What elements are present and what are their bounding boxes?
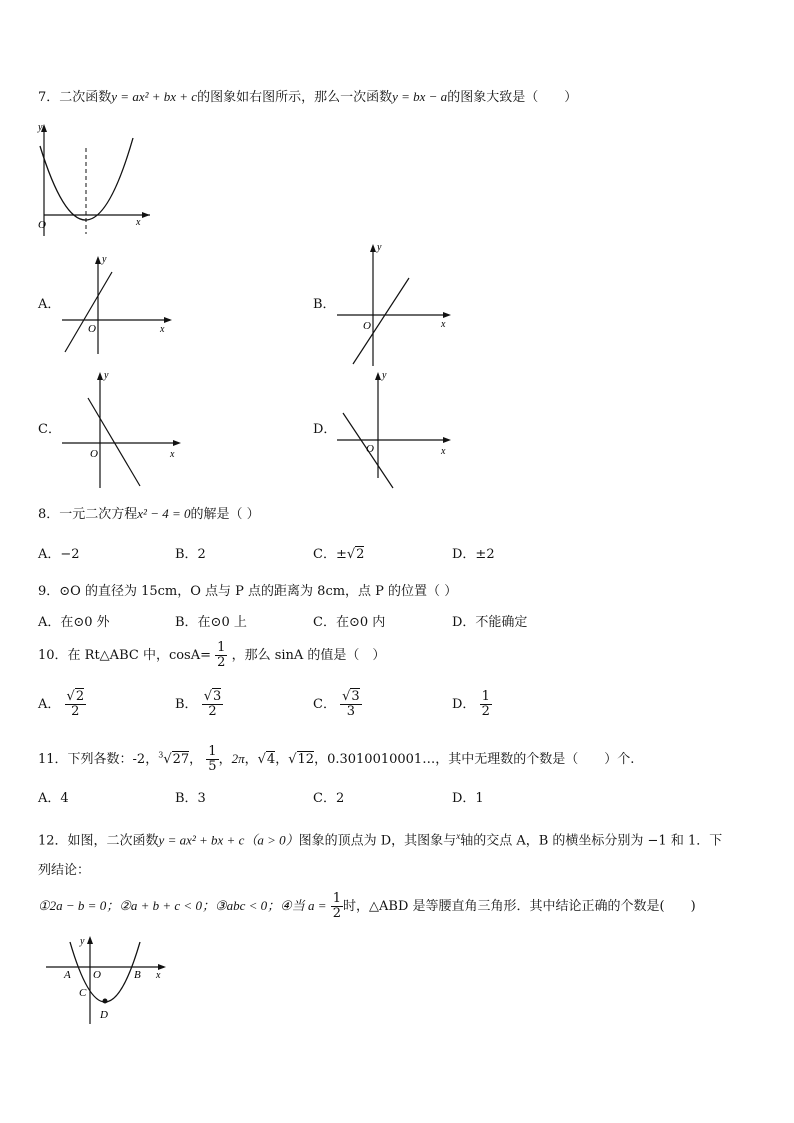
a-x-label: x (160, 324, 165, 335)
q12-line1 (38, 827, 722, 850)
q7-y-label: y (38, 122, 43, 133)
q8-option-a[interactable]: A．−2 (38, 547, 80, 562)
q12-label-o: O (93, 969, 101, 981)
q11-stem: 11．下列各数：-2，$^3$√27， $\frac{1}{5}$ ，2π，√4，√12，0.3010010001…，其中无理数的个数是（ ）个. (38, 744, 635, 774)
q12-num: 1 (332, 891, 341, 906)
q7-prefix: 7．二次函数 (38, 90, 112, 105)
q7-option-d[interactable]: D． (313, 422, 337, 437)
q11-option-c[interactable]: C．2 (313, 791, 345, 806)
q7-linear-formula: y = bx − a (392, 89, 448, 104)
q7-option-a[interactable]: A． (38, 297, 61, 312)
q12-label-d: D (100, 1009, 108, 1021)
q7-quadratic-formula: y = ax² + bx + c (111, 89, 198, 104)
q11-option-d[interactable]: D．1 (452, 791, 484, 806)
q11-decimal: 0.3010010001… (327, 752, 436, 767)
q11-num: 1 (208, 744, 217, 759)
q11-sqrt12: √12 (288, 752, 315, 767)
q10-option-a[interactable] (38, 690, 86, 719)
q7-graph-c (60, 368, 185, 493)
q12-x-mark: x (456, 831, 461, 841)
q12-parabola-figure (40, 932, 175, 1027)
q11-suffix: ，其中无理数的个数是（ ）个. (435, 752, 635, 767)
c-y-label: y (104, 370, 109, 381)
q10-a-fraction (65, 690, 87, 719)
q10-cos-fraction (215, 641, 227, 670)
q10-a-den: 2 (71, 704, 80, 719)
q8-option-c-label: C．± (313, 547, 347, 562)
q9-option-a[interactable]: A．在⊙0 外 (38, 615, 110, 630)
q11-sqrt12-radicand: 12 (297, 752, 315, 767)
q10-a-num: √2 (66, 689, 85, 704)
q7-option-b[interactable]: B． (313, 297, 336, 312)
q7-graph-a (60, 252, 175, 362)
q7-stem (38, 88, 577, 107)
q10-a-radicand: 2 (75, 689, 85, 704)
d-y-label: y (382, 370, 387, 381)
c-x-label: x (170, 449, 175, 460)
q10-c-fraction (340, 690, 362, 719)
sqrt-sign-icon: √ (346, 547, 356, 562)
q10-c-num: √3 (342, 689, 360, 704)
q10-b-label: B． (175, 697, 198, 712)
q8-option-c[interactable] (313, 546, 364, 564)
q8-equation: x² − 4 = 0 (137, 506, 191, 521)
q10-num: 1 (217, 640, 226, 655)
d-origin-label: O (366, 443, 374, 455)
q11-option-b[interactable]: B．3 (175, 791, 206, 806)
q7-x-label: x (136, 217, 141, 228)
q12-conclusions (38, 892, 696, 921)
q10-b-num: √3 (203, 689, 222, 704)
q8-option-c-radicand: 2 (356, 547, 365, 562)
q9-option-b[interactable]: B．在⊙0 上 (175, 615, 247, 630)
q10-den: 2 (217, 655, 226, 670)
b-y-label: y (377, 242, 382, 253)
q12-prefix: 12．如图，二次函数 (38, 833, 159, 849)
q12-label-c: C (79, 987, 87, 999)
q7-option-c[interactable]: C． (38, 422, 61, 437)
q8-option-d[interactable]: D．±2 (452, 547, 495, 562)
q10-option-d[interactable] (452, 690, 492, 719)
q12-label-b: B (134, 969, 141, 981)
d-x-label: x (441, 446, 446, 457)
q12-label-a: A (64, 969, 71, 981)
q12-fraction (331, 892, 343, 921)
q8-option-b[interactable]: B．2 (175, 547, 206, 562)
q12-formula: y = ax² + bx + c（a > 0） (158, 832, 299, 848)
q11-fraction (206, 745, 218, 774)
q11-prefix: 11．下列各数：-2， (38, 752, 159, 767)
q11-cbrt: $^3$√27 (158, 750, 190, 767)
q12-line2: 列结论： (38, 863, 91, 878)
q10-c-label: C． (313, 697, 336, 712)
q10-option-b[interactable] (175, 690, 223, 719)
q10-d-den: 2 (481, 704, 490, 719)
q10-a-label: A． (38, 697, 61, 712)
q10-c-radicand: 3 (351, 689, 360, 704)
q7-suffix: 的图象大致是（ ） (447, 90, 578, 105)
q7-mid: 的图象如右图所示，那么一次函数 (197, 90, 393, 105)
q12-conclusions-text: ①2a − b = 0；②a + b + c < 0；③abc < 0；④当 a = (38, 898, 327, 913)
q10-stem (38, 641, 385, 670)
q10-option-c[interactable] (313, 690, 362, 719)
q11-cbrt-radicand: 27 (172, 752, 190, 767)
q10-b-radicand: 3 (213, 689, 222, 704)
q10-c-den: 3 (346, 704, 356, 719)
q7-parabola-figure (30, 118, 160, 243)
q10-d-num: 1 (481, 689, 490, 704)
c-origin-label: O (90, 448, 98, 460)
b-x-label: x (441, 319, 446, 330)
q8-prefix: 8．一元二次方程 (38, 507, 138, 522)
q9-stem: 9．⊙O 的直径为 15cm，O 点与 P 点的距离为 8cm，点 P 的位置（ ） (38, 584, 458, 599)
q10-suffix: ，那么 sinA 的值是（ ） (231, 648, 386, 663)
q11-sqrt4: √4 (257, 752, 276, 767)
a-y-label: y (102, 254, 107, 265)
q10-d-fraction (480, 690, 492, 719)
q8-stem (38, 505, 260, 524)
q10-b-fraction (202, 690, 224, 719)
q7-origin-label: O (38, 219, 46, 231)
q12-y-label: y (80, 936, 85, 947)
q12-conclusions-suffix: 时，△ABD 是等腰直角三角形．其中结论正确的个数是( ) (343, 899, 696, 914)
q9-option-d[interactable]: D．不能确定 (452, 615, 528, 630)
q7-graph-b (335, 240, 455, 370)
q12-x-label: x (156, 970, 161, 981)
q10-prefix: 10．在 Rt△ABC 中，cosA= (38, 648, 212, 663)
q12-suffix: 轴的交点 A，B 的横坐标分别为 −1 和 1．下 (460, 833, 723, 849)
q11-two-pi: 2π (231, 751, 245, 766)
q11-sqrt4-radicand: 4 (266, 752, 276, 767)
q11-den: 5 (208, 759, 217, 774)
q7-graph-d (335, 368, 455, 493)
b-origin-label: O (363, 320, 371, 332)
q11-option-a[interactable]: A．4 (38, 791, 69, 806)
q12-den: 2 (332, 906, 341, 921)
a-origin-label: O (88, 323, 96, 335)
q12-mid: 图象的顶点为 D，其图象与 (298, 833, 457, 849)
q10-d-label: D． (452, 697, 476, 712)
q10-b-den: 2 (208, 704, 217, 719)
q8-suffix: 的解是（ ） (190, 507, 260, 522)
q9-option-c[interactable]: C．在⊙0 内 (313, 615, 386, 630)
